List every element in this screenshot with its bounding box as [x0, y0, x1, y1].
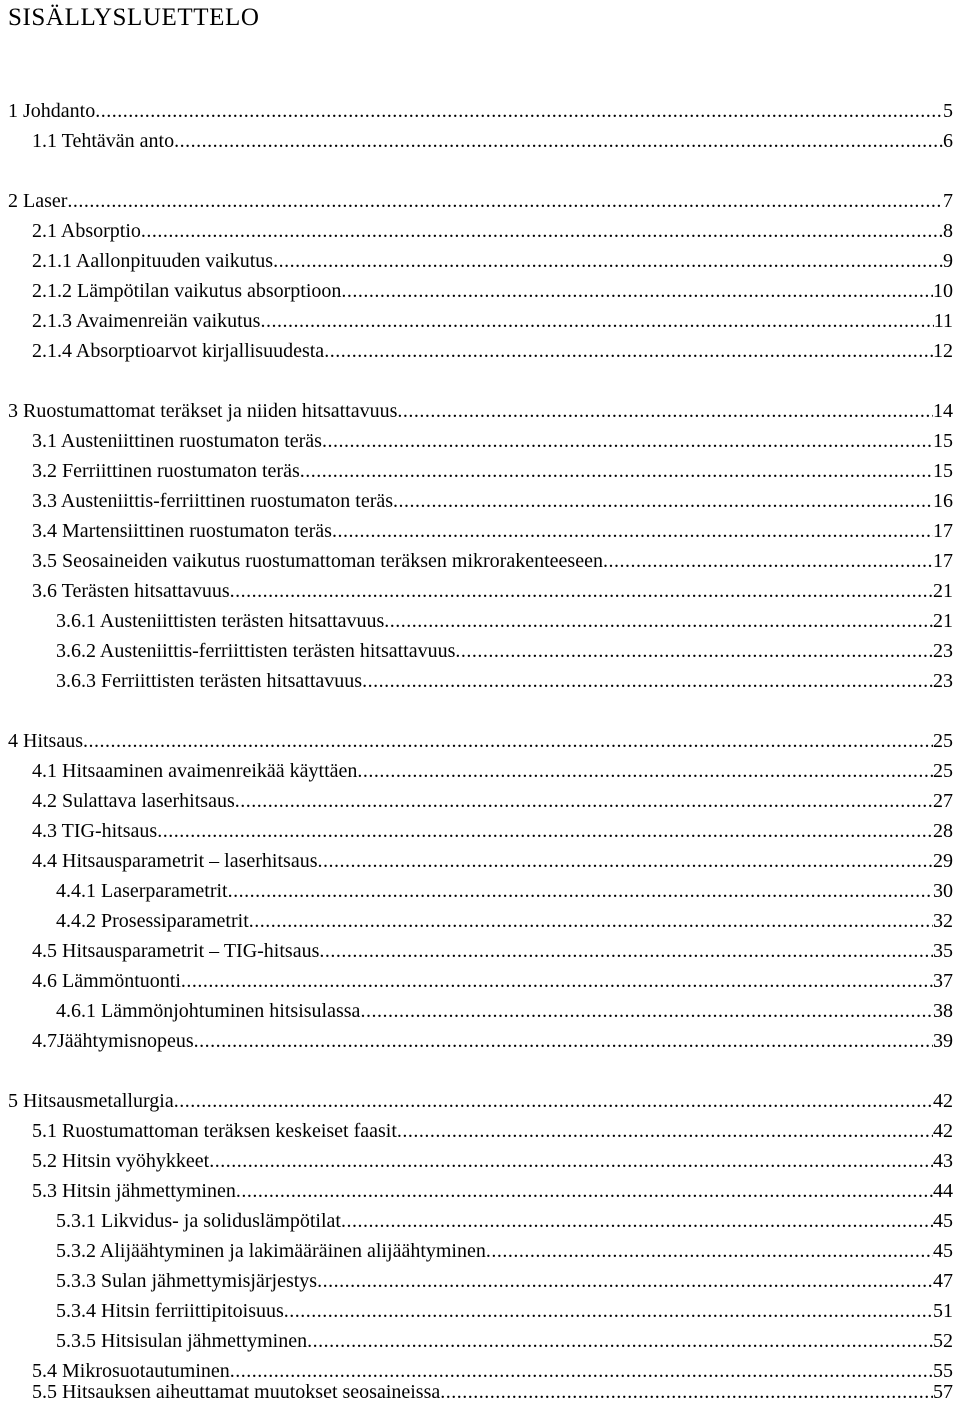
toc-entry-label: 5.5 Hitsauksen aiheuttamat muutokset seosaineissa [32, 1381, 441, 1403]
toc-entry [32, 456, 953, 486]
toc-entry-label: 2 Laser [8, 190, 68, 212]
toc-entry [56, 1206, 953, 1236]
toc-entry-page: 52 [933, 1330, 953, 1352]
toc-entry [56, 636, 953, 666]
toc-entry [56, 906, 953, 936]
toc-leader [249, 906, 933, 936]
toc-leader [357, 756, 933, 786]
toc-entry [32, 216, 953, 246]
toc-leader [360, 996, 933, 1026]
toc-entry [32, 936, 953, 966]
toc-entry-label: 5.3.2 Alijäähtyminen ja lakimääräinen alijäähtyminen [56, 1240, 486, 1262]
toc-leader [260, 306, 933, 336]
toc-leader [486, 1236, 933, 1266]
toc-entry [56, 1296, 953, 1326]
toc-entry-page: 21 [933, 610, 953, 632]
toc-entry-page: 55 [933, 1360, 953, 1382]
toc-entry-page: 11 [933, 310, 953, 332]
toc-entry [8, 96, 953, 126]
toc-leader [236, 1176, 933, 1206]
toc-leader [397, 396, 933, 426]
toc-entry-page: 23 [933, 670, 953, 692]
toc-entry-label: 4.4.2 Prosessiparametrit [56, 910, 249, 932]
toc-entry-label: 4.1 Hitsaaminen avaimenreikää käyttäen [32, 760, 358, 782]
toc-entry-page: 45 [933, 1210, 953, 1232]
toc-entry-page: 14 [933, 400, 953, 422]
toc-entry-page: 23 [933, 640, 953, 662]
toc-leader [235, 786, 933, 816]
toc-entry-label: 3.6.3 Ferriittisten terästen hitsattavuus [56, 670, 363, 692]
toc-entry-page: 39 [933, 1030, 953, 1052]
toc-leader [95, 96, 943, 126]
toc-entry-label: 4.4 Hitsausparametrit – laserhitsaus [32, 850, 318, 872]
toc-entry-page: 43 [933, 1150, 953, 1172]
toc-entry-page: 6 [943, 130, 953, 152]
toc-entry-page: 29 [933, 850, 953, 872]
toc-title: SISÄLLYSLUETTELO [8, 4, 260, 31]
toc-leader [319, 936, 933, 966]
toc-entry-label: 3.6.2 Austeniittis-ferriittisten terästen hitsattavuus [56, 640, 456, 662]
toc-leader [230, 576, 933, 606]
toc-entry-page: 44 [933, 1180, 953, 1202]
toc-entry [32, 786, 953, 816]
toc-entry [32, 1116, 953, 1146]
toc-entry-page: 35 [933, 940, 953, 962]
toc-entry [32, 546, 953, 576]
toc-leader [440, 1381, 933, 1404]
toc-leader [228, 876, 933, 906]
toc-entry [56, 1236, 953, 1266]
toc-entry-page: 28 [933, 820, 953, 842]
toc-leader [209, 1146, 933, 1176]
toc-entry [32, 426, 953, 456]
toc-entry-label: 2.1.1 Aallonpituuden vaikutus [32, 250, 274, 272]
toc-entry-page: 16 [933, 490, 953, 512]
toc-entry [32, 1176, 953, 1206]
toc-leader [341, 276, 933, 306]
toc-leader [194, 1026, 933, 1056]
toc-leader [181, 966, 933, 996]
toc-entry [32, 1381, 953, 1404]
toc-entry-label: 5.2 Hitsin vyöhykkeet [32, 1150, 210, 1172]
toc-entry-page: 30 [933, 880, 953, 902]
toc-entry-label: 5.4 Mikrosuotautuminen [32, 1360, 230, 1382]
toc-entry-label: 4.6.1 Lämmönjohtuminen hitsisulassa [56, 1000, 361, 1022]
toc-entry-page: 42 [933, 1120, 953, 1142]
toc-leader [332, 516, 933, 546]
toc-leader [603, 546, 933, 576]
toc-leader [141, 216, 943, 246]
toc-entry [8, 1086, 953, 1116]
toc-entry [8, 396, 953, 426]
toc-leader [393, 486, 933, 516]
toc-entry-label: 2.1.2 Lämpötilan vaikutus absorptioon [32, 280, 342, 302]
toc-entry [32, 1146, 953, 1176]
toc-entry-page: 21 [933, 580, 953, 602]
toc-entry-page: 5 [943, 100, 953, 122]
toc-leader [384, 606, 933, 636]
toc-entry [32, 966, 953, 996]
toc-entry-label: 3.6 Terästen hitsattavuus [32, 580, 230, 602]
toc-leader [341, 1206, 933, 1236]
toc-entry-page: 8 [943, 220, 953, 242]
toc-entry-page: 47 [933, 1270, 953, 1292]
toc-leader [324, 336, 933, 366]
toc-entry-label: 4.7Jäähtymisnopeus [32, 1030, 194, 1052]
toc-leader [300, 456, 933, 486]
toc-leader [362, 666, 933, 696]
toc-entry-label: 3.6.1 Austeniittisten terästen hitsattavuus [56, 610, 385, 632]
toc-entry-page: 32 [933, 910, 953, 932]
toc-entry-page: 15 [933, 460, 953, 482]
toc-leader [397, 1116, 933, 1146]
toc-entry-label: 2.1.3 Avaimenreiän vaikutus [32, 310, 261, 332]
toc-entry-label: 2.1 Absorptio [32, 220, 141, 242]
toc-entry-label: 1.1 Tehtävän anto [32, 130, 175, 152]
toc-entry-label: 2.1.4 Absorptioarvot kirjallisuudesta [32, 340, 325, 362]
toc-leader [273, 246, 943, 276]
toc-entry [56, 606, 953, 636]
toc-entry-page: 27 [933, 790, 953, 812]
toc-entry [56, 876, 953, 906]
toc-entry-page: 38 [933, 1000, 953, 1022]
toc-leader [83, 726, 933, 756]
toc-entry [32, 576, 953, 606]
toc-leader [307, 1326, 933, 1356]
toc-entry [32, 306, 953, 336]
toc-leader [67, 186, 943, 216]
toc-entry-label: 1 Johdanto [8, 100, 96, 122]
toc-entry-label: 5.3.5 Hitsisulan jähmettyminen [56, 1330, 308, 1352]
toc-leader [455, 636, 933, 666]
toc-entry-label: 3.1 Austeniittinen ruostumaton teräs [32, 430, 322, 452]
toc-entry [32, 846, 953, 876]
toc-entry-label: 3.4 Martensiittinen ruostumaton teräs [32, 520, 332, 542]
toc-leader [284, 1296, 933, 1326]
toc-leader [322, 426, 933, 456]
toc-entry-page: 45 [933, 1240, 953, 1262]
toc-entry [32, 486, 953, 516]
toc-entry [32, 756, 953, 786]
toc-entry-label: 5.3.4 Hitsin ferriittipitoisuus [56, 1300, 284, 1322]
toc-entry-label: 4.2 Sulattava laserhitsaus [32, 790, 235, 812]
toc-entry-page: 57 [933, 1381, 953, 1403]
toc-entry-page: 7 [943, 190, 953, 212]
toc-entry [56, 996, 953, 1026]
toc-entry-label: 5.1 Ruostumattoman teräksen keskeiset faasit [32, 1120, 397, 1142]
toc-entry [32, 276, 953, 306]
toc-entry-label: 5.3 Hitsin jähmettyminen [32, 1180, 236, 1202]
toc-entry [56, 666, 953, 696]
toc-entry-label: 3 Ruostumattomat teräkset ja niiden hitsattavuus [8, 400, 398, 422]
toc-entry [32, 516, 953, 546]
toc-entry-label: 4.4.1 Laserparametrit [56, 880, 228, 902]
toc-entry-page: 37 [933, 970, 953, 992]
toc-entry-label: 3.2 Ferriittinen ruostumaton teräs [32, 460, 300, 482]
toc-entry-label: 4.6 Lämmöntuonti [32, 970, 181, 992]
toc-entry-page: 25 [933, 730, 953, 752]
toc-entry [32, 816, 953, 846]
toc-leader [174, 1086, 933, 1116]
toc-entry [32, 1026, 953, 1056]
toc-entry [32, 246, 953, 276]
toc-entry [8, 726, 953, 756]
toc-entry-label: 3.3 Austeniittis-ferriittinen ruostumaton teräs [32, 490, 394, 512]
toc-entry-page: 17 [933, 520, 953, 542]
toc-leader [157, 816, 933, 846]
toc-entry-label: 4 Hitsaus [8, 730, 83, 752]
toc-entry [32, 126, 953, 156]
toc-entry-label: 5 Hitsausmetallurgia [8, 1090, 174, 1112]
toc-entry [8, 186, 953, 216]
toc-entry [56, 1266, 953, 1296]
toc-entry-page: 51 [933, 1300, 953, 1322]
toc-entry-label: 5.3.3 Sulan jähmettymisjärjestys [56, 1270, 318, 1292]
toc-entry-page: 15 [933, 430, 953, 452]
toc-entry-page: 10 [933, 280, 953, 302]
toc-entry-label: 5.3.1 Likvidus- ja soliduslämpötilat [56, 1210, 341, 1232]
toc-entry-page: 42 [933, 1090, 953, 1112]
toc-entry-page: 17 [933, 550, 953, 572]
toc-entry [32, 336, 953, 366]
toc-entry-label: 3.5 Seosaineiden vaikutus ruostumattoman teräksen mikrorakenteeseen [32, 550, 603, 572]
toc-entry [56, 1326, 953, 1356]
toc-entry-page: 12 [933, 340, 953, 362]
toc-leader [174, 126, 943, 156]
toc-leader [317, 1266, 933, 1296]
toc-entry-page: 25 [933, 760, 953, 782]
toc-leader [318, 846, 934, 876]
toc-entry-page: 9 [943, 250, 953, 272]
toc-entry-label: 4.3 TIG-hitsaus [32, 820, 158, 842]
toc-entry-label: 4.5 Hitsausparametrit – TIG-hitsaus [32, 940, 320, 962]
